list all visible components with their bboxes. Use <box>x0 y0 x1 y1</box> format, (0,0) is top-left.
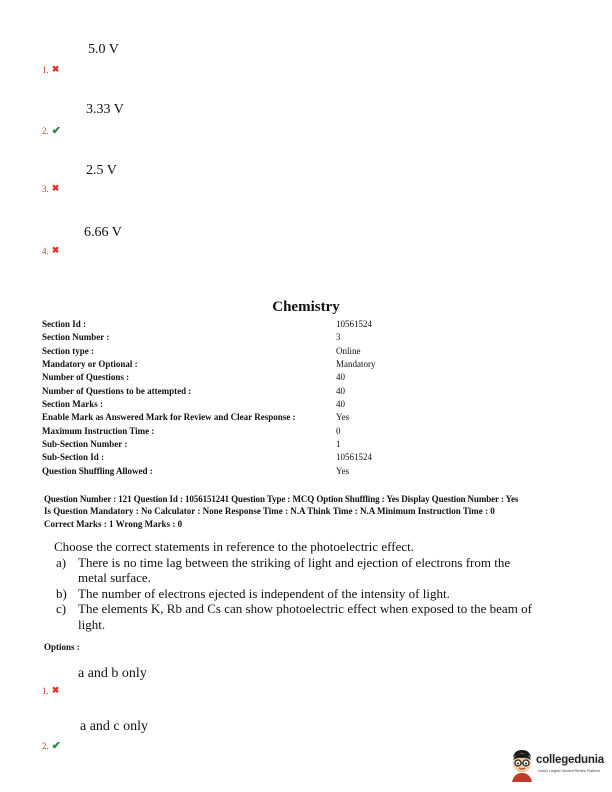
info-row <box>42 386 522 399</box>
info-row <box>42 332 522 345</box>
option-text: 3.33 V <box>86 102 124 117</box>
info-row <box>42 372 522 385</box>
statement-label: c) <box>56 601 67 616</box>
info-value: 0 <box>336 426 341 436</box>
option-number <box>42 739 61 752</box>
info-key: Enable Mark as Answered Mark for Review and Clear Response : <box>42 412 296 422</box>
logo-name: collegedunia <box>536 754 604 766</box>
info-key: Section Number : <box>42 332 110 342</box>
check-mark-icon: ✔ <box>51 740 61 752</box>
info-value: 3 <box>336 332 341 342</box>
info-key: Sub-Section Number : <box>42 439 128 449</box>
info-row <box>42 346 522 359</box>
check-mark-icon: ✔ <box>51 125 61 137</box>
info-row <box>42 319 522 332</box>
info-value: Yes <box>336 412 350 422</box>
option-text: a and c only <box>80 719 149 734</box>
statement-text: The elements K, Rb and Cs can show photoelectric effect when exposed to the beam of light. <box>78 601 532 632</box>
option-number-label: 2. <box>42 740 49 751</box>
section-title: Chemistry <box>272 299 340 315</box>
option-number-label: 1. <box>42 685 49 696</box>
question-marks: Correct Marks : 1 Wrong Marks : 0 <box>44 519 183 529</box>
question-stem: Choose the correct statements in reference to the photoelectric effect. <box>54 539 414 554</box>
info-key: Sub-Section Id : <box>42 452 105 462</box>
info-key: Section Id : <box>42 319 87 329</box>
wrong-mark-icon: ✖ <box>51 685 60 695</box>
info-value: 40 <box>336 386 345 396</box>
option-number <box>42 124 61 137</box>
info-value: Online <box>336 346 361 356</box>
option-number-label: 3. <box>42 183 49 194</box>
option-number-label: 1. <box>42 64 49 75</box>
statement-item <box>54 586 534 602</box>
wrong-mark-icon: ✖ <box>51 64 60 74</box>
info-row <box>42 399 522 412</box>
logo-tagline: India's Largest Student Review Platform <box>538 769 601 773</box>
option-number-label: 2. <box>42 125 49 136</box>
statement-item <box>54 601 534 632</box>
statement-label: b) <box>56 585 67 601</box>
option-number <box>42 64 59 75</box>
option-number <box>42 183 59 194</box>
mascot-icon <box>508 748 536 782</box>
info-row <box>42 426 522 439</box>
options-label: Options : <box>44 642 80 652</box>
info-value: 10561524 <box>336 319 372 329</box>
info-value: 10561524 <box>336 452 372 462</box>
info-value: Yes <box>336 466 350 476</box>
info-key: Section Marks : <box>42 399 103 409</box>
question-meta <box>44 493 584 530</box>
option-text: 2.5 V <box>86 163 117 178</box>
info-key: Section type : <box>42 346 94 356</box>
info-value: 40 <box>336 399 345 409</box>
info-key: Mandatory or Optional : <box>42 359 138 369</box>
option-number <box>42 685 59 696</box>
statement-text: The number of electrons ejected is independent of the intensity of light. <box>78 585 450 601</box>
info-value: Mandatory <box>336 359 376 369</box>
info-key: Number of Questions to be attempted : <box>42 386 192 396</box>
option-number <box>42 245 59 256</box>
info-key: Question Shuffling Allowed : <box>42 466 153 476</box>
info-row <box>42 466 522 479</box>
wrong-mark-icon: ✖ <box>51 245 60 255</box>
option-text: 6.66 V <box>84 225 122 240</box>
option-text: a and b only <box>78 666 147 681</box>
statement-text: There is no time lag between the striking of light and ejection of electrons from the metal surface. <box>78 554 511 585</box>
info-key: Number of Questions : <box>42 372 130 382</box>
question-text <box>54 539 534 632</box>
question-meta-line: Is Question Mandatory : No Calculator : None Response Time : N.A Think Time : N.A Minimum Instruction Time : 0 <box>44 506 495 516</box>
statement-label: a) <box>56 554 67 570</box>
option-text: 5.0 V <box>88 42 119 57</box>
option-number-label: 4. <box>42 245 49 256</box>
info-value: 1 <box>336 439 341 449</box>
info-row <box>42 359 522 372</box>
info-key: Maximum Instruction Time : <box>42 426 155 436</box>
wrong-mark-icon: ✖ <box>51 183 60 193</box>
question-meta-line: Question Number : 121 Question Id : 1056151241 Question Type : MCQ Option Shuffling : Yes Display Question Number : Yes <box>44 494 519 504</box>
info-row <box>42 452 522 465</box>
info-row <box>42 412 522 425</box>
info-row <box>42 439 522 452</box>
collegedunia-logo <box>508 748 608 784</box>
info-value: 40 <box>336 372 345 382</box>
statement-item <box>54 555 534 586</box>
